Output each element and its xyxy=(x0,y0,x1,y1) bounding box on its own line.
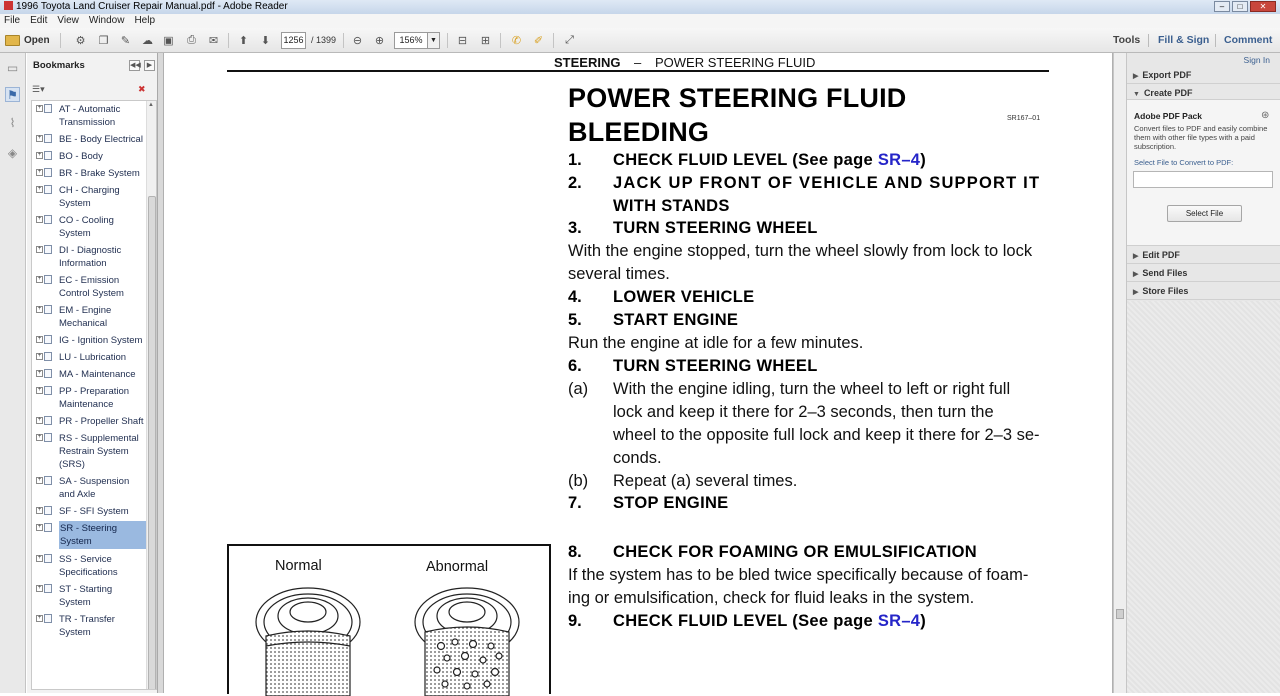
expand-toggle-icon[interactable]: + xyxy=(37,615,42,621)
bookmark-label: SR - Steering System xyxy=(59,521,146,549)
bookmark-label: SF - SFI System xyxy=(59,506,129,517)
expand-toggle-icon[interactable]: + xyxy=(37,477,42,483)
expand-toggle-icon[interactable]: + xyxy=(37,276,42,282)
expand-toggle-icon[interactable]: + xyxy=(37,246,42,252)
bookmark-item[interactable] xyxy=(36,133,146,146)
menu-file[interactable]: File xyxy=(4,15,21,26)
step-8: CHECK FOR FOAMING OR EMULSIFICATION xyxy=(613,543,978,561)
combine-icon[interactable]: ❐ xyxy=(98,35,109,47)
bookmark-item[interactable] xyxy=(36,167,146,180)
bookmark-label: DI - Diagnostic Information xyxy=(59,245,122,269)
delete-bookmark-icon[interactable]: ✖ xyxy=(138,84,146,94)
bookmark-item[interactable] xyxy=(36,522,146,549)
expand-toggle-icon[interactable]: + xyxy=(37,434,42,440)
pdf-pack-title: Adobe PDF Pack xyxy=(1134,111,1203,121)
expand-toggle-icon[interactable]: + xyxy=(37,507,42,513)
expand-toggle-icon[interactable]: + xyxy=(37,336,42,342)
highlight-icon[interactable]: ✐ xyxy=(533,35,544,47)
cloud-icon[interactable]: ☁ xyxy=(142,35,153,47)
zoom-dropdown-icon[interactable]: ▼ xyxy=(427,32,440,49)
options-menu-icon[interactable]: ☰▾ xyxy=(32,84,45,94)
select-file-label: Select File to Convert to PDF: xyxy=(1134,158,1234,167)
bookmark-label: TR - Transfer System xyxy=(59,614,115,638)
bookmarks-icon[interactable]: ⚑ xyxy=(5,87,20,102)
bookmark-item[interactable] xyxy=(36,368,146,381)
pdf-page xyxy=(163,53,1113,693)
expand-toggle-icon[interactable]: + xyxy=(37,216,42,222)
bookmarks-scrollbar[interactable] xyxy=(146,101,156,690)
bookmark-label: BE - Body Electrical xyxy=(59,134,143,145)
bookmark-icon xyxy=(44,614,52,623)
bookmark-icon xyxy=(44,245,52,254)
document-scroll-thumb[interactable] xyxy=(1116,609,1124,619)
bookmark-label: ST - Starting System xyxy=(59,584,113,608)
toolbar-separator xyxy=(60,33,61,48)
bookmark-item[interactable] xyxy=(36,214,146,240)
toolbar-separator xyxy=(500,33,501,48)
edit-icon[interactable]: ✎ xyxy=(120,35,131,47)
fit-width-icon[interactable]: ⊞ xyxy=(480,35,491,47)
bookmark-icon xyxy=(44,523,52,532)
bookmark-item[interactable] xyxy=(36,184,146,210)
expand-toggle-icon[interactable]: + xyxy=(37,555,42,561)
bookmark-label: EM - Engine Mechanical xyxy=(59,305,112,329)
bookmark-item[interactable] xyxy=(36,274,146,300)
bookmarks-title: Bookmarks xyxy=(33,60,85,71)
toolbar-separator xyxy=(553,33,554,48)
step-number: 7. xyxy=(568,494,582,512)
navigation-strip xyxy=(0,53,26,693)
toolbar-separator xyxy=(1148,34,1149,47)
bookmark-label: SA - Suspension and Axle xyxy=(59,476,130,500)
menu-window[interactable]: Window xyxy=(88,15,125,26)
page-number-input[interactable]: 1256 xyxy=(281,32,306,49)
fit-page-icon[interactable]: ⊟ xyxy=(457,35,468,47)
maximize-button[interactable]: □ xyxy=(1232,1,1248,12)
bookmark-icon xyxy=(44,506,52,515)
toolbar-separator xyxy=(343,33,344,48)
bookmark-item[interactable] xyxy=(36,385,146,411)
page-link[interactable]: SR–4 xyxy=(877,151,921,169)
bookmark-label: AT - Automatic Transmission xyxy=(59,104,121,128)
header-section: STEERING xyxy=(554,55,621,70)
expand-toggle-icon[interactable]: + xyxy=(37,105,42,111)
toolbar-separator xyxy=(228,33,229,48)
substep-6a-l4: conds. xyxy=(613,449,662,467)
bookmark-item[interactable] xyxy=(36,103,146,129)
step-number: 9. xyxy=(568,612,582,630)
page-title-line2: BLEEDING xyxy=(568,117,710,147)
open-button[interactable]: Open xyxy=(5,32,50,49)
save-icon[interactable]: ▣ xyxy=(163,35,174,47)
attachments-icon[interactable]: ⌇ xyxy=(9,115,16,130)
bookmark-item[interactable] xyxy=(36,432,146,471)
edit-pdf-section[interactable]: ▶ Edit PDF xyxy=(1127,246,1280,264)
expand-toggle-icon[interactable]: + xyxy=(37,417,42,423)
info-icon[interactable]: ⊛ xyxy=(1261,110,1270,121)
bookmark-item[interactable] xyxy=(36,613,146,639)
bookmark-label: MA - Maintenance xyxy=(59,369,136,380)
expand-toggle-icon[interactable]: + xyxy=(37,135,42,141)
document-scrollbar[interactable] xyxy=(1113,53,1127,693)
menu-view[interactable]: View xyxy=(57,15,79,26)
bookmark-icon xyxy=(44,134,52,143)
bookmark-icon xyxy=(44,305,52,314)
substep-label: (a) xyxy=(568,380,589,398)
menu-help[interactable]: Help xyxy=(134,15,156,26)
next-page-icon[interactable]: ⬇ xyxy=(260,35,271,47)
bookmark-icon xyxy=(44,335,52,344)
bookmark-icon xyxy=(44,168,52,177)
step-5-body: Run the engine at idle for a few minutes. xyxy=(568,334,864,352)
bookmark-icon xyxy=(44,352,52,361)
figure-label-abnormal: Abnormal xyxy=(426,559,489,575)
step-9: CHECK FLUID LEVEL (See page SR–4) xyxy=(613,612,927,630)
document-viewport xyxy=(158,53,1118,693)
step-2-cont: WITH STANDS xyxy=(613,197,730,215)
bookmark-icon xyxy=(44,476,52,485)
window-controls xyxy=(1214,1,1276,12)
export-pdf-section[interactable]: ▶ Export PDF xyxy=(1127,66,1280,84)
step-number: 5. xyxy=(568,311,582,329)
step-7: STOP ENGINE xyxy=(613,494,729,512)
substep-6a-l3: wheel to the opposite full lock and keep it there for 2–3 se- xyxy=(613,426,1040,444)
fluid-figure xyxy=(227,544,551,694)
collapse-arrow-icon: ▼ xyxy=(1133,91,1140,98)
bookmark-item[interactable] xyxy=(36,583,146,609)
bookmark-item[interactable] xyxy=(36,244,146,270)
layers-icon[interactable]: ◈ xyxy=(7,145,18,160)
close-button[interactable]: ✕ xyxy=(1250,1,1276,12)
comment-pane-link[interactable]: Comment xyxy=(1224,34,1273,46)
bookmark-icon xyxy=(44,369,52,378)
pdf-pack-description: Convert files to PDF and easily combine them with other file types with a paid subscription. xyxy=(1134,124,1268,151)
section-code: SR167–01 xyxy=(1007,115,1041,122)
header-rule xyxy=(227,70,1049,72)
header-dash: – xyxy=(634,55,642,70)
store-files-section[interactable]: ▶ Store Files xyxy=(1127,282,1280,300)
select-file-button[interactable]: Select File xyxy=(1167,205,1242,222)
bookmark-icon xyxy=(44,584,52,593)
bookmark-item[interactable] xyxy=(36,505,146,518)
page-total: / 1399 xyxy=(311,35,337,45)
create-pdf-section[interactable]: ▼ Create PDF xyxy=(1127,84,1280,102)
scroll-up-icon[interactable]: ▲ xyxy=(148,102,154,108)
title-bar xyxy=(0,0,1280,14)
tools-pane-link[interactable]: Tools xyxy=(1113,34,1141,46)
bookmark-label: CO - Cooling System xyxy=(59,215,114,239)
substep-label: (b) xyxy=(568,472,589,490)
page-thumbnails-icon[interactable]: ▭ xyxy=(6,60,19,75)
bookmark-label: BO - Body xyxy=(59,151,103,162)
step-number: 1. xyxy=(568,151,582,169)
bookmark-label: PR - Propeller Shaft xyxy=(59,416,144,427)
bookmark-item[interactable] xyxy=(36,415,146,428)
bookmark-label: SS - Service Specifications xyxy=(59,554,118,578)
substep-6a-l2: lock and keep it there for 2–3 seconds, then turn the xyxy=(613,403,994,421)
expand-toggle-icon[interactable]: + xyxy=(37,353,42,359)
bookmark-label: CH - Charging System xyxy=(59,185,120,209)
bookmark-icon xyxy=(44,215,52,224)
bookmark-label: PP - Preparation Maintenance xyxy=(59,386,130,410)
bookmark-icon xyxy=(44,104,52,113)
create-pdf-icon[interactable]: ⚙ xyxy=(75,35,86,47)
bookmark-icon xyxy=(44,185,52,194)
bookmark-item[interactable] xyxy=(36,351,146,364)
expand-arrow-icon: ▶ xyxy=(1133,271,1139,278)
step-3: TURN STEERING WHEEL xyxy=(613,219,818,237)
step-8-body-cont: ing or emulsification, check for fluid leaks in the system. xyxy=(568,589,975,607)
step-number: 4. xyxy=(568,288,582,306)
step-3-body: With the engine stopped, turn the wheel slowly from lock to lock xyxy=(568,242,1033,260)
step-4: LOWER VEHICLE xyxy=(613,288,755,306)
bookmark-item[interactable] xyxy=(36,475,146,501)
reservoir-illustration xyxy=(229,586,549,696)
substep-6a: With the engine idling, turn the wheel to left or right full xyxy=(613,380,1011,398)
bookmark-item[interactable] xyxy=(36,304,146,330)
bookmarks-list xyxy=(31,100,157,690)
step-number: 2. xyxy=(568,174,582,192)
step-3-body-cont: several times. xyxy=(568,265,670,283)
substep-6b: Repeat (a) several times. xyxy=(613,472,798,490)
expand-arrow-icon: ▶ xyxy=(1133,73,1139,80)
zoom-input[interactable]: 156% xyxy=(394,32,428,49)
bookmark-icon xyxy=(44,433,52,442)
menu-edit[interactable]: Edit xyxy=(30,15,48,26)
send-files-section[interactable]: ▶ Send Files xyxy=(1127,264,1280,282)
step-2: JACK UP FRONT OF VEHICLE AND SUPPORT IT xyxy=(613,174,1041,192)
bookmark-label: RS - Supplemental Restrain System (SRS) xyxy=(59,433,139,470)
figure-label-normal: Normal xyxy=(275,558,322,574)
previous-page-icon[interactable]: ⬆ xyxy=(238,35,249,47)
abnormal-reservoir xyxy=(415,588,519,696)
toolbar xyxy=(0,28,1280,53)
print-icon[interactable]: ⎙ xyxy=(187,34,196,46)
page-link[interactable]: SR–4 xyxy=(877,612,921,630)
expand-toggle-icon[interactable]: + xyxy=(37,169,42,175)
bookmarks-scroll-thumb[interactable] xyxy=(148,196,156,690)
step-number: 8. xyxy=(568,543,582,561)
expand-toggle-icon[interactable]: + xyxy=(37,306,42,312)
bookmark-icon xyxy=(44,386,52,395)
folder-icon xyxy=(5,35,20,46)
zoom-in-icon[interactable]: ⊕ xyxy=(374,35,385,47)
bookmark-label: EC - Emission Control System xyxy=(59,275,124,299)
bookmark-icon xyxy=(44,416,52,425)
zoom-out-icon[interactable]: ⊖ xyxy=(352,35,363,47)
full-screen-icon[interactable]: ⤢ xyxy=(565,34,574,46)
expand-toggle-icon[interactable]: + xyxy=(37,387,42,393)
normal-reservoir xyxy=(256,588,360,696)
header-topic: POWER STEERING FLUID xyxy=(655,55,816,70)
create-pdf-box xyxy=(1127,99,1280,246)
expand-arrow-icon: ▶ xyxy=(1133,289,1139,296)
step-6: TURN STEERING WHEEL xyxy=(613,357,818,375)
step-number: 6. xyxy=(568,357,582,375)
page-title: POWER STEERING FLUID xyxy=(568,83,907,113)
comment-icon[interactable]: ✆ xyxy=(511,35,522,47)
step-8-body: If the system has to be bled twice specifically because of foam- xyxy=(568,566,1029,584)
step-number: 3. xyxy=(568,219,582,237)
bookmark-item[interactable] xyxy=(36,150,146,163)
step-5: START ENGINE xyxy=(613,311,739,329)
collapse-panel-icon[interactable]: ◀◀ xyxy=(130,62,141,69)
toolbar-separator xyxy=(447,33,448,48)
expand-arrow-icon: ▶ xyxy=(1133,253,1139,260)
toolbar-separator xyxy=(1215,34,1216,47)
bookmark-item[interactable] xyxy=(36,553,146,579)
selected-file-field[interactable] xyxy=(1133,171,1273,188)
bookmark-icon xyxy=(44,151,52,160)
panel-arrow-icon[interactable]: ▶ xyxy=(144,60,155,71)
step-1: CHECK FLUID LEVEL (See page SR–4) xyxy=(613,151,927,169)
sign-in-link[interactable]: Sign In xyxy=(1243,55,1270,65)
minimize-button[interactable]: – xyxy=(1214,1,1230,12)
fill-sign-pane-link[interactable]: Fill & Sign xyxy=(1158,34,1210,46)
pane-background xyxy=(1127,301,1280,693)
bookmark-label: IG - Ignition System xyxy=(59,335,143,346)
bookmark-label: LU - Lubrication xyxy=(59,352,127,363)
bookmark-icon xyxy=(44,275,52,284)
adobe-reader-icon xyxy=(4,1,13,10)
email-icon[interactable]: ✉ xyxy=(208,35,219,47)
bookmarks-panel xyxy=(27,53,158,693)
menu-bar xyxy=(0,14,1280,28)
expand-toggle-icon[interactable]: + xyxy=(37,186,42,192)
bookmarks-toolbar xyxy=(27,81,158,99)
bookmark-item[interactable] xyxy=(36,334,146,347)
bookmark-icon xyxy=(44,554,52,563)
tools-pane xyxy=(1127,53,1280,693)
bookmark-label: BR - Brake System xyxy=(59,168,140,179)
expand-toggle-icon[interactable]: + xyxy=(37,524,42,530)
window-title: 1996 Toyota Land Cruiser Repair Manual.pdf - Adobe Reader xyxy=(16,1,288,12)
expand-toggle-icon[interactable]: + xyxy=(37,370,42,376)
expand-toggle-icon[interactable]: + xyxy=(37,152,42,158)
expand-toggle-icon[interactable]: + xyxy=(37,585,42,591)
